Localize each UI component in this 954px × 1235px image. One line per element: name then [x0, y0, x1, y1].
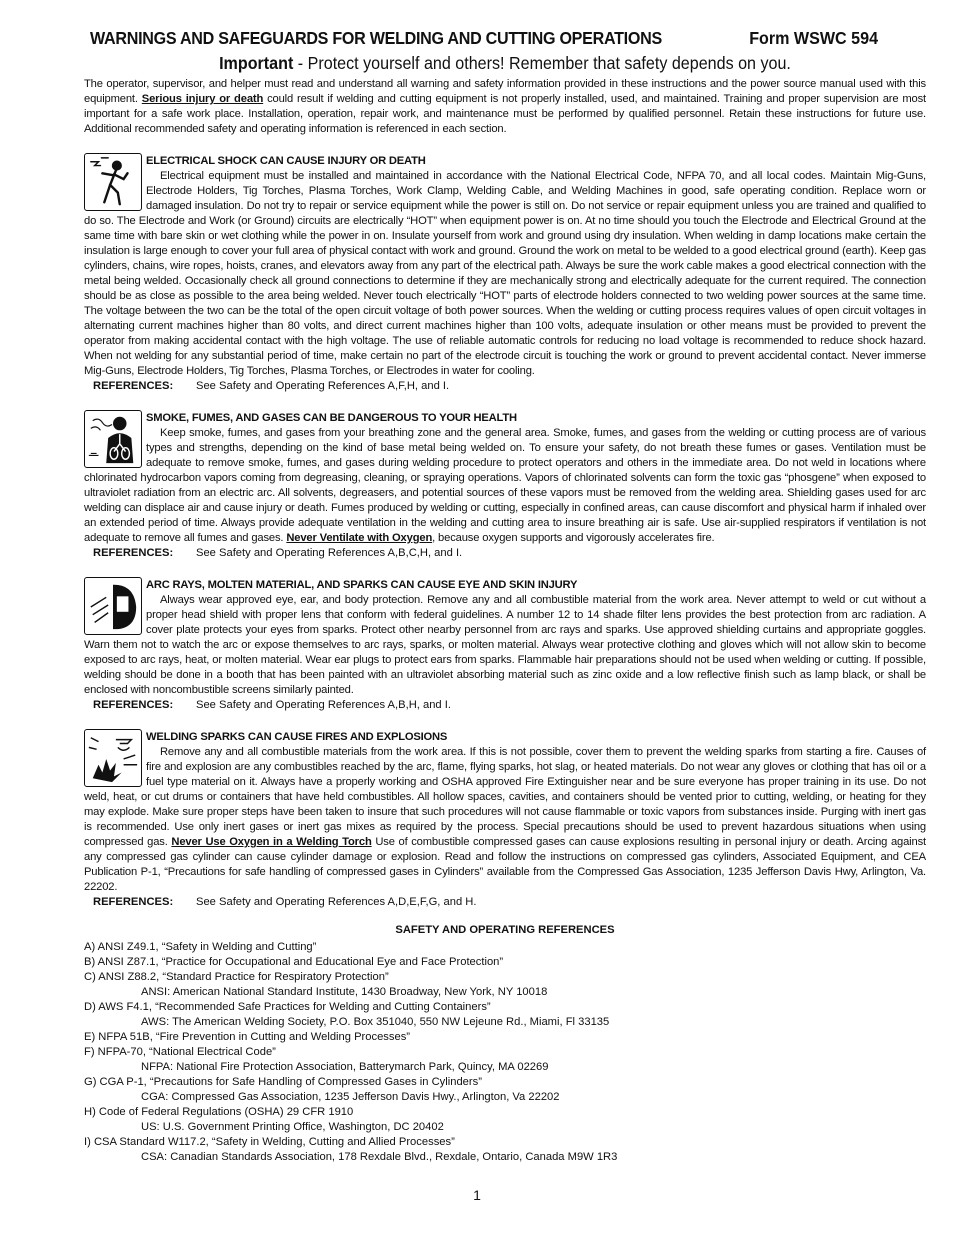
section-arc-rays [84, 575, 926, 713]
section-body: Always wear approved eye, ear, and body protection. Remove any and all combustible material from the work area. Never attempt to weld or cut without a proper head shield with proper lens that conform with federal guidelines. A number 12 to 14 shade filter lens provides the best protection from arc radiation. A cover plate protects your eyes from sparks. Protect other nearby personnel from arc rays and sparks. Use approved shielding curtains and appropriate goggles. Warn them not to watch the arc or expose themselves to arc rays, sparks, or molten material. Always wear protective clothing and gloves which will not allow skin to become exposed to arc rays, heat, or molten material. Wear ear plugs to protect ears from sparks. Flammable hair preparations should not be used when welding or cutting. If possible, welding should be done in a booth that has been painted with an ultraviolet absorbing material such as zinc oxide and a low reflective finish such as lamp black, or shall be enclosed with noncombustible screens similarly painted. [84, 594, 926, 696]
section-fumes [84, 408, 926, 561]
reference-item: C) ANSI Z88.2, “Standard Practice for Respiratory Protection” [84, 971, 389, 983]
section-body: Electrical equipment must be installed and maintained in accordance with the National Electrical Code, NFPA 70, and all local codes. Maintain Mig-Guns, Electrode Holders, Tig Torches, Plasma Torches, Work Clamp, Welding Cable, and Welding Machines in good, safe operating condition. Replace worn or damaged insulation. Do not try to repair or service equipment while the power is still on. Do not service or repair equipment unless you are trained and qualified to do so. The Electrode and Work (or Ground) circuits are electrically “HOT” when equipment power is on. At no time should you touch the Electrode and Electrical Ground at the same time with bare skin or wet clothing while the power in on. Insulate yourself from work and ground using dry insulation. When welding in damp locations make certain the insulation is large enough to cover your full area of physical contact with work and ground. Ground the work on metal to be welded to a good electrical ground (earth). Keep gas cylinders, chains, wire ropes, hoists, cranes, and elevators away from any part of the electrical path. Always be sure the work cable makes a good electrical connection with the metal being welded. Occasionally check all ground connections to determine if they are mechanically strong and electrically adequate for the current required. The connection should be as close as possible to the area being welded. Never touch electrically “HOT” parts of electrode holders connected to two welding power sources at the same time. The voltage between the two can be the total of the open circuit voltage of both power sources. When the welding or cutting process requires values of open circuit voltages in alternating current machines higher than 80 volts, and direct current machines higher than 100 volts, adequate insulation or other means must be provided to prevent the operator from making accidental contact with the high voltage. The use of reliable automatic controls for reducing no load voltage is recommended to reduce shock hazard. When not welding for any substantial period of time, make certain no part of the electrode circuit is touching the work or ground to prevent accidental contact. Never immerse Mig-Guns, Electrode Holders, Tig Torches, Plasma Torches, or Electrodes in water for cooling. [84, 170, 926, 377]
subtitle [118, 53, 893, 75]
section-references: REFERENCES: See Safety and Operating References A,B,C,H, and I. [93, 547, 463, 559]
section-references: REFERENCES: See Safety and Operating References A,F,H, and I. [93, 380, 450, 392]
reference-item: A) ANSI Z49.1, “Safety in Welding and Cutting” [84, 941, 317, 953]
section-heading: ELECTRICAL SHOCK CAN CAUSE INJURY OR DEATH [146, 155, 426, 167]
reference-item: B) ANSI Z87.1, “Practice for Occupational and Educational Eye and Face Protection” [84, 956, 504, 968]
reference-item: H) Code of Federal Regulations (OSHA) 29 CFR 1910 [84, 1106, 354, 1118]
reference-source: CSA: Canadian Standards Association, 178 Rexdale Blvd., Rexdale, Ontario, Canada M9W 1R3 [141, 1151, 618, 1163]
section-body: Remove any and all combustible materials from the work area. If this is not possible, cover them to prevent the welding sparks from starting a fire. Causes of fire and explosion are any combustibles reached by the arc, flame, flying sparks, hot slag, or heated materials. Do not wear any gloves or clothing that has oil or a fuel type material on it. Always have a properly working and OSHA approved Fire Extinguisher near and be sure everyone has proper training in its use. Do not weld, heat, or cut drums or containers that have held combustibles. All hollow spaces, cavities, and containers should be vented prior to cutting, welding, or heating for they may explode. Make sure proper steps have been taken to insure that such procedures will not cause flammable or toxic vapors from substances inside. Purging with inert gas is recommended. Use only inert gases or inert gas mixes as required by the process. Special precautions should be used to prevent hazardous situations when using compressed gas. Never Use Oxygen in a Welding Torch Use of combustible compressed gases can cause explosions resulting in personal injury or death. Arcing against any compressed gas cylinder can cause cylinder damage or explosion. Read and follow the instructions on compressed gas cylinders, Associated Equipment, and CEA Publication P-1, “Precautions for safe handling of compressed gases in Cylinders” available from the Compressed Gas Association, 1235 Jefferson Davis Hwy, Arlington, Va. 22202. [84, 746, 926, 893]
section-heading: SMOKE, FUMES, AND GASES CAN BE DANGEROUS TO YOUR HEALTH [146, 412, 517, 424]
reference-source: US: U.S. Government Printing Office, Washington, DC 20402 [141, 1121, 444, 1133]
document-page [84, 28, 926, 1165]
section-body: Keep smoke, fumes, and gases from your breathing zone and the general area. Smoke, fumes, and gases from the welding or cutting process are of various types and strengths, depending on the kind of base metal being welded on. To ensure your safety, do not breath these fumes or gases. Ventilation must be adequate to remove smoke, fumes, and gases during welding procedure to protect operators and others in the immediate area. Do not weld in locations where chlorinated hydrocarbon vapors coming from degreasing, cleaning, or spraying operations. Vapors of chlorinated solvents can form the toxic gas “phosgene” when exposed to ultraviolet radiation from an electric arc. All solvents, degreasers, and potential sources of these vapors must be removed from the welding area. Shielding gases used for arc welding can displace air and cause injury or death. Fumes produced by welding or cutting, especially in confined areas, can cause discomfort and physical harm if inhaled over an extended period of time. Always provide adequate ventilation in the welding and cutting area to insure breathing air is safe. Use air-supplied respirators if ventilation is not adequate to remove all fumes and gases. Never Ventilate with Oxygen, because oxygen supports and vigorously accelerates fire. [84, 427, 926, 544]
references-title: SAFETY AND OPERATING REFERENCES [395, 924, 615, 936]
reference-item: G) CGA P-1, “Precautions for Safe Handling of Compressed Gases in Cylinders” [84, 1076, 482, 1088]
document-title: WARNINGS AND SAFEGUARDS FOR WELDING AND CUTTING OPERATIONS [90, 28, 662, 48]
section-heading: ARC RAYS, MOLTEN MATERIAL, AND SPARKS CAN CAUSE EYE AND SKIN INJURY [146, 579, 578, 591]
section-electrical-shock [84, 151, 926, 394]
intro-emphasis: Serious injury or death [141, 93, 264, 105]
electric-shock-icon [84, 153, 142, 211]
welding-helmet-icon [84, 577, 142, 635]
header [84, 28, 926, 52]
section-emphasis: Never Use Oxygen in a Welding Torch [171, 836, 372, 848]
section-fires [84, 727, 926, 910]
section-heading: WELDING SPARKS CAN CAUSE FIRES AND EXPLOSIONS [146, 731, 448, 743]
page-number: 1 [473, 1187, 481, 1203]
reference-item: E) NFPA 51B, “Fire Prevention in Cutting and Welding Processes” [84, 1031, 411, 1043]
intro-paragraph: The operator, supervisor, and helper must read and understand all warning and safety information provided in these instructions and the power source manual used with this equipment. Serious injury or death could result if welding and cutting equipment is not properly installed, used, and maintained. Training and proper supervision are most important for a safe work place. Installation, operation, repair work, and maintenance must be performed by qualified personnel. Retain these instructions for future use. Additional recommended safety and operating information is referenced in each section. [84, 78, 926, 135]
reference-source: CGA: Compressed Gas Association, 1235 Jefferson Davis Hwy., Arlington, Va 22202 [141, 1091, 560, 1103]
reference-source: AWS: The American Welding Society, P.O. Box 351040, 550 NW Lejeune Rd., Miami, Fl 33135 [141, 1016, 610, 1028]
section-references: REFERENCES: See Safety and Operating References A,B,H, and I. [93, 699, 451, 711]
section-emphasis: Never Ventilate with Oxygen [286, 532, 433, 544]
subtitle-text: - Protect yourself and others! Remember that safety depends on you. [293, 53, 791, 73]
reference-item: D) AWS F4.1, “Recommended Safe Practices for Welding and Cutting Containers” [84, 1001, 491, 1013]
section-references: REFERENCES: See Safety and Operating References A,D,E,F,G, and H. [93, 896, 477, 908]
reference-source: ANSI: American National Standard Institute, 1430 Broadway, New York, NY 10018 [141, 986, 548, 998]
form-number: Form WSWC 594 [749, 28, 878, 48]
reference-item: I) CSA Standard W117.2, “Safety in Welding, Cutting and Allied Processes” [84, 1136, 455, 1148]
reference-source: NFPA: National Fire Protection Association, Batterymarch Park, Quincy, MA 02269 [141, 1061, 549, 1073]
fire-explosion-icon [84, 729, 142, 787]
subtitle-important: Important [219, 53, 294, 73]
reference-item: F) NFPA-70, “National Electrical Code” [84, 1046, 276, 1058]
references-list [84, 940, 926, 1165]
fumes-respiratory-icon [84, 410, 142, 468]
